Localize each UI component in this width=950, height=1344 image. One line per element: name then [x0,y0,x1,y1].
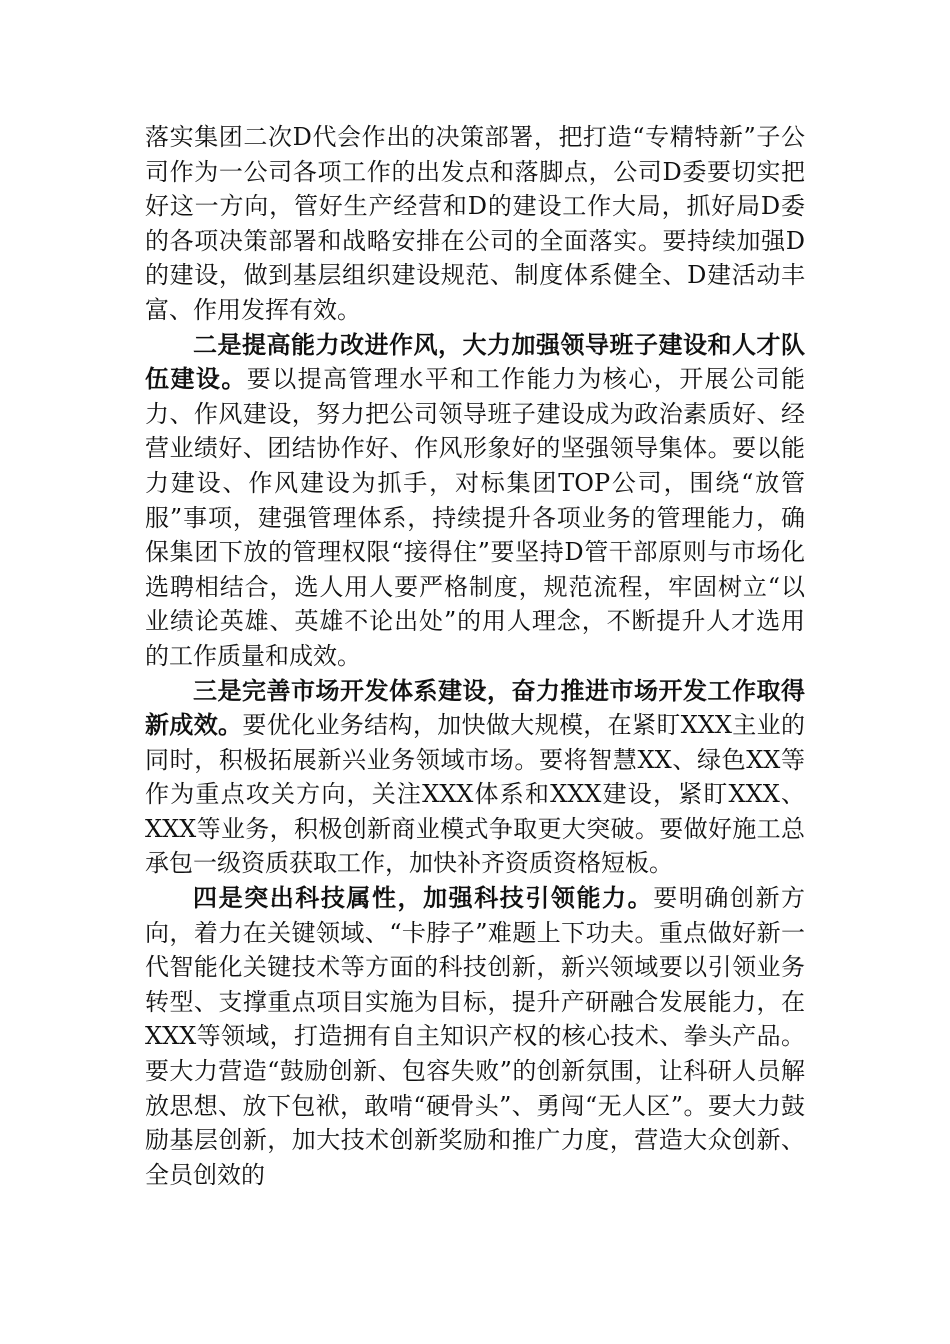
paragraph-point-three [145,674,805,882]
paragraph-body: 要以提高管理水平和工作能力为核心，开展公司能力、作风建设，努力把公司领导班子建设成为政治素质好、经营业绩好、团结协作好、作风形象好的坚强领导集体。要以能力建设、作风建设为抓手，对标集团TOP公司，围绕“放管服”事项，建强管理体系，持续提升各项业务的管理能力，确保集团下放的管理权限“接得住”要坚持D管干部原则与市场化选聘相结合，选人用人要严格制度，规范流程，牢固树立“以业绩论英雄、英雄不论出处”的用人理念，不断提升人才选用的工作质量和成效。 [145,365,806,670]
paragraph-body: 要明确创新方向，着力在关键领域、“卡脖子”难题上下功夫。重点做好新一代智能化关键技术等方面的科技创新，新兴领域要以引领业务转型、支撑重点项目实施为目标，提升产研融合发展能力，在XXX等领域，打造拥有自主知识产权的核心技术、拳头产品。要大力营造“鼓励创新、包容失败”的创新氛围，让科研人员解放思想、放下包袱，敢啃“硬骨头”、勇闯“无人区”。要大力鼓励基层创新，加大技术创新奖励和推广力度，营造大众创新、全员创效的 [145,884,806,1189]
paragraph-lead: 二是提高能力改进作风，大力加强领导班子建设和人才队伍建设。 [145,329,805,394]
paragraph-lead: 四是突出科技属性，加强科技引领能力。 [193,883,654,913]
paragraph-body: 要优化业务结构，加快做大规模，在紧盯XXX主业的同时，积极拓展新兴业务领域市场。要将智慧XX、绿色XX等作为重点攻关方向，关注XXX体系和XXX建设，紧盯XXX、XXX等业务，积极创新商业模式争取更大突破。要做好施工总承包一级资质获取工作，加快补齐资质资格短板。 [145,711,805,878]
document-page [145,120,805,1192]
paragraph-point-four [145,881,805,1192]
paragraph-lead: 三是完善市场开发体系建设，奋力推进市场开发工作取得新成效。 [145,675,805,740]
paragraph-body: 落实集团二次D代会作出的决策部署，把打造“专精特新”子公司作为一公司各项工作的出发点和落脚点，公司D委要切实把好这一方向，管好生产经营和D的建设工作大局，抓好局D委的各项决策部署和战略安排在公司的全面落实。要持续加强D的建设，做到基层组织建设规范、制度体系健全、D建活动丰富、作用发挥有效。 [145,123,805,324]
paragraph-point-two [145,328,805,674]
paragraph-continued [145,120,805,328]
